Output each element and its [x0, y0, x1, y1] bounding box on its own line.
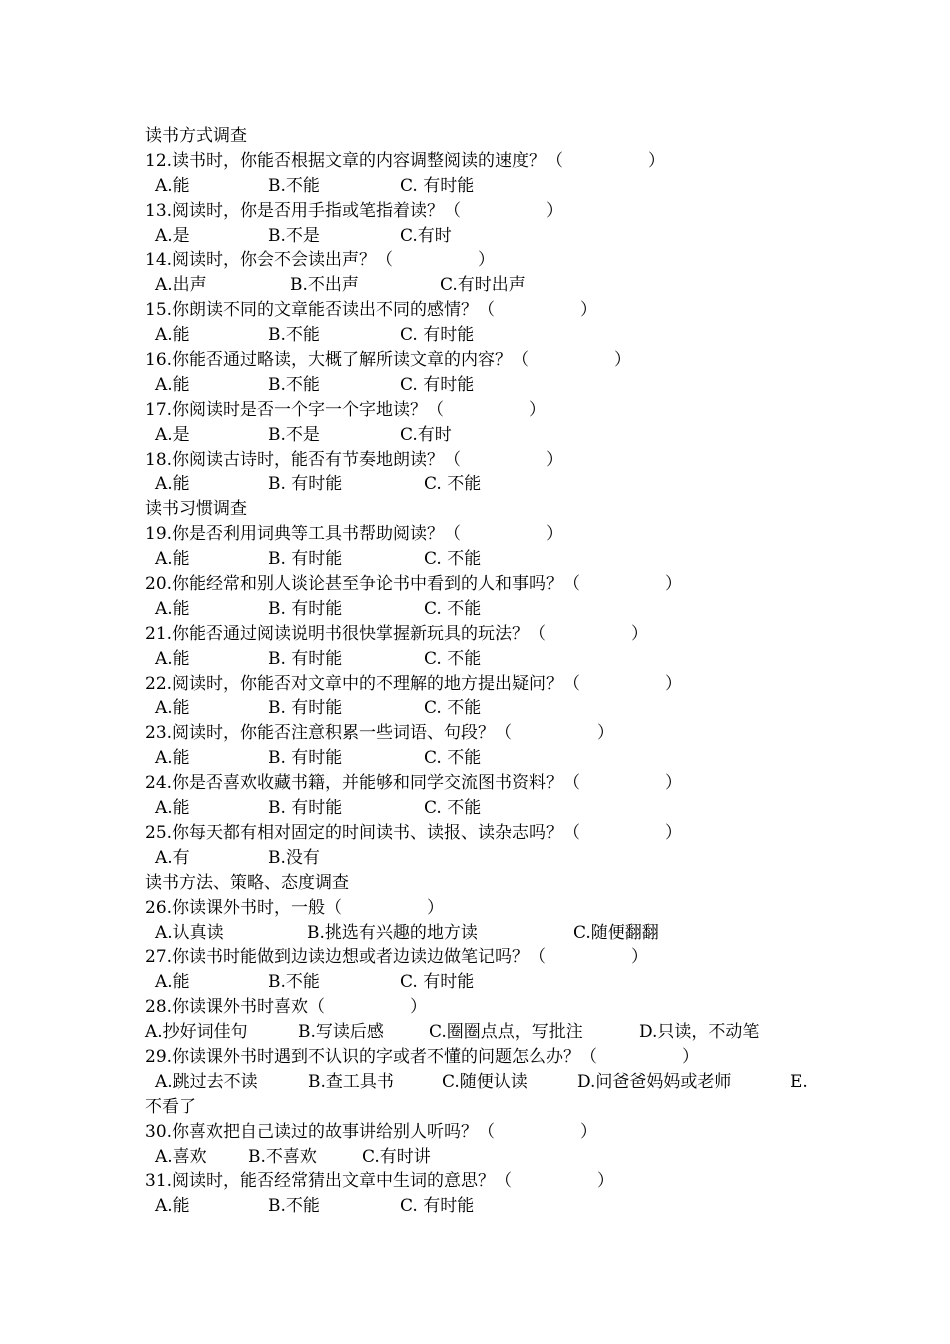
question-28-options [145, 1020, 825, 1045]
option-a: A.认真读 [155, 922, 224, 943]
option-c: C. 不能 [424, 474, 482, 495]
question-17-options [145, 423, 825, 448]
question-17: 17.你阅读时是否一个字一个字地读？（ ） [145, 399, 547, 420]
question-27-options [145, 970, 825, 995]
option-b: B. 有时能 [268, 474, 343, 495]
option-d: D.问爸爸妈妈或老师 [577, 1071, 732, 1092]
question-21: 21.你能否通过阅读说明书很快掌握新玩具的玩法？（ ） [145, 623, 649, 644]
option-d: D.只读，不动笔 [639, 1022, 760, 1043]
question-12: 12.读书时，你能否根据文章的内容调整阅读的速度？（ ） [145, 150, 666, 171]
question-15-options [145, 323, 825, 348]
option-a: A.出声 [155, 275, 207, 296]
question-29-option-e-continuation: 不看了 [145, 1096, 196, 1117]
option-c: C. 有时能 [400, 175, 475, 196]
question-23: 23.阅读时，你能否注意积累一些词语、句段？（ ） [145, 723, 615, 744]
option-c: C. 有时能 [400, 374, 475, 395]
question-13-options [145, 224, 825, 249]
question-18-options [145, 472, 825, 497]
question-30: 30.你喜欢把自己读过的故事讲给别人听吗？（ ） [145, 1121, 598, 1142]
option-b: B. 有时能 [268, 698, 343, 719]
option-a: A.能 [155, 374, 190, 395]
option-c: C.有时出声 [440, 275, 526, 296]
question-21-options [145, 647, 825, 672]
option-a: A.能 [155, 648, 190, 669]
section-heading-reading-strategy: 读书方法、策略、态度调查 [145, 872, 349, 893]
option-b: B.查工具书 [308, 1071, 394, 1092]
option-c: C. 不能 [424, 698, 482, 719]
option-c: C. 不能 [424, 549, 482, 570]
option-a: A.是 [155, 424, 190, 445]
option-c: C. 不能 [424, 598, 482, 619]
option-c: C. 有时能 [400, 325, 475, 346]
option-c: C. 有时能 [400, 1196, 475, 1217]
option-a: A.能 [155, 598, 190, 619]
option-c: C.随便翻翻 [573, 922, 659, 943]
option-b: B. 有时能 [268, 798, 343, 819]
section-heading-reading-habit: 读书习惯调查 [145, 499, 247, 520]
option-b: B.不能 [268, 374, 320, 395]
option-b: B. 有时能 [268, 598, 343, 619]
question-31-options [145, 1194, 825, 1219]
option-a: A.能 [155, 798, 190, 819]
option-c: C. 不能 [424, 798, 482, 819]
question-25-options [145, 846, 825, 871]
option-b: B.不能 [268, 325, 320, 346]
question-24-options [145, 796, 825, 821]
option-b: B.没有 [268, 847, 320, 868]
option-b: B. 有时能 [268, 549, 343, 570]
question-26: 26.你读课外书时，一般（ ） [145, 897, 445, 918]
option-b: B.不是 [268, 424, 320, 445]
question-24: 24.你是否喜欢收藏书籍，并能够和同学交流图书资料？（ ） [145, 773, 683, 794]
option-b: B.不喜欢 [248, 1146, 317, 1167]
option-a: A.是 [155, 225, 190, 246]
option-c: C.随便认读 [442, 1071, 528, 1092]
option-b: B.写读后感 [298, 1022, 384, 1043]
question-22-options [145, 696, 825, 721]
question-20-options [145, 597, 825, 622]
question-22: 22.阅读时，你能否对文章中的不理解的地方提出疑问？（ ） [145, 673, 683, 694]
option-a: A.能 [155, 972, 190, 993]
option-c: C. 不能 [424, 748, 482, 769]
question-19-options [145, 547, 825, 572]
option-a: A.能 [155, 325, 190, 346]
question-12-options [145, 174, 825, 199]
option-c: C.有时 [400, 225, 452, 246]
option-b: B.不是 [268, 225, 320, 246]
question-28: 28.你读课外书时喜欢（ ） [145, 997, 428, 1018]
option-b: B.不能 [268, 1196, 320, 1217]
question-30-options [145, 1145, 825, 1170]
option-a: A.喜欢 [155, 1146, 207, 1167]
option-a: A.能 [155, 474, 190, 495]
option-c: C.有时讲 [362, 1146, 431, 1167]
question-29: 29.你读课外书时遇到不认识的字或者不懂的问题怎么办？（ ） [145, 1046, 700, 1067]
option-c: C.圈圈点点，写批注 [429, 1022, 583, 1043]
question-14: 14.阅读时，你会不会读出声？（ ） [145, 250, 496, 271]
option-a: A.能 [155, 748, 190, 769]
option-b: B. 有时能 [268, 748, 343, 769]
question-16: 16.你能否通过略读，大概了解所读文章的内容？（ ） [145, 350, 632, 371]
question-25: 25.你每天都有相对固定的时间读书、读报、读杂志吗？（ ） [145, 822, 683, 843]
survey-content [145, 124, 825, 1219]
option-a: A.抄好词佳句 [145, 1022, 248, 1043]
question-20: 20.你能经常和别人谈论甚至争论书中看到的人和事吗？（ ） [145, 574, 683, 595]
option-c: C. 不能 [424, 648, 482, 669]
question-31: 31.阅读时，能否经常猜出文章中生词的意思？（ ） [145, 1171, 615, 1192]
option-a: A.能 [155, 175, 190, 196]
question-13: 13.阅读时，你是否用手指或笔指着读？（ ） [145, 200, 564, 221]
option-c: C.有时 [400, 424, 452, 445]
option-c: C. 有时能 [400, 972, 475, 993]
option-b: B.挑选有兴趣的地方读 [307, 922, 478, 943]
question-29-options [145, 1070, 825, 1095]
option-e: E. [790, 1071, 808, 1092]
question-26-options [145, 921, 825, 946]
option-a: A.跳过去不读 [155, 1071, 258, 1092]
question-15: 15.你朗读不同的文章能否读出不同的感情？（ ） [145, 300, 598, 321]
option-b: B. 有时能 [268, 648, 343, 669]
section-heading-reading-method: 读书方式调查 [145, 126, 247, 146]
question-16-options [145, 373, 825, 398]
option-b: B.不能 [268, 972, 320, 993]
question-14-options [145, 273, 825, 298]
option-a: A.能 [155, 549, 190, 570]
question-18: 18.你阅读古诗时，能否有节奏地朗读？（ ） [145, 449, 564, 470]
option-a: A.能 [155, 698, 190, 719]
option-b: B.不能 [268, 175, 320, 196]
question-19: 19.你是否利用词典等工具书帮助阅读？（ ） [145, 524, 564, 545]
option-a: A.有 [155, 847, 190, 868]
question-27: 27.你读书时能做到边读边想或者边读边做笔记吗？（ ） [145, 947, 649, 968]
option-b: B.不出声 [290, 275, 359, 296]
option-a: A.能 [155, 1196, 190, 1217]
question-23-options [145, 746, 825, 771]
